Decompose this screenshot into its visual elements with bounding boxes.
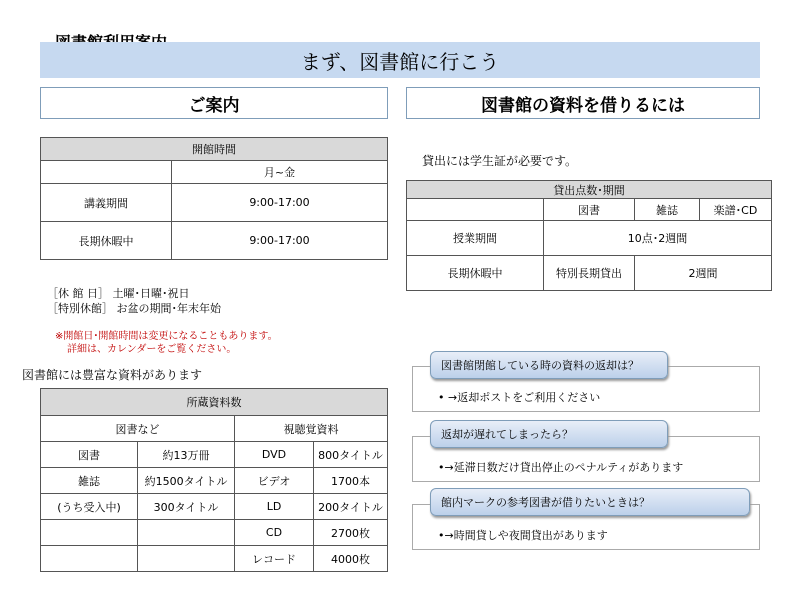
table-row (41, 468, 388, 494)
faq-question: 図書館閉館している時の資料の返却は？ (430, 351, 668, 379)
group-header: 視聴覚資料 (235, 416, 388, 442)
faq-answer: •→時間貸しや夜間貸出があります (438, 529, 608, 542)
collection-table (40, 388, 388, 572)
table-row (41, 520, 388, 546)
cell: 約1500タイトル (138, 468, 235, 494)
table-row (41, 546, 388, 572)
cell (41, 546, 138, 572)
cell: レコード (235, 546, 314, 572)
row-label: 講義期間 (41, 184, 172, 222)
faq-answer: • →返却ポストをご利用ください (438, 391, 601, 404)
page-banner: まず、図書館に行こう (40, 42, 760, 78)
cell: (うち受入中) (41, 494, 138, 520)
cell: 200タイトル (314, 494, 388, 520)
cell (138, 546, 235, 572)
table-row (41, 442, 388, 468)
faq-question: 返却が遅れてしまったら？ (430, 420, 668, 448)
row-label: 長期休暇中 (41, 222, 172, 260)
column-header: 月~金 (172, 161, 388, 184)
column-header: 楽譜･CD (700, 199, 772, 221)
group-header: 図書など (41, 416, 235, 442)
cell (41, 520, 138, 546)
materials-intro: 図書館には豊富な資料があります (22, 368, 203, 382)
row-label: 授業期間 (407, 221, 544, 256)
loan-limits-table (406, 180, 772, 291)
cell: ビデオ (235, 468, 314, 494)
column-header: 図書 (544, 199, 635, 221)
cell: 雑誌 (41, 468, 138, 494)
table-title: 貸出点数･期間 (407, 181, 772, 199)
cell (138, 520, 235, 546)
faq-answer: •→延滞日数だけ貸出停止のペナルティがあります (438, 461, 684, 474)
row-value: 9:00-17:00 (172, 184, 388, 222)
cell: 800タイトル (314, 442, 388, 468)
section-heading-borrowing: 図書館の資料を借りるには (406, 87, 760, 119)
table-title: 所蔵資料数 (41, 389, 388, 416)
row-sublabel: 特別長期貸出 (544, 256, 635, 291)
cell: LD (235, 494, 314, 520)
lending-note: 貸出には学生証が必要です。 (422, 154, 578, 168)
row-value: 9:00-17:00 (172, 222, 388, 260)
row-label: 長期休暇中 (407, 256, 544, 291)
cell: 図書 (41, 442, 138, 468)
faq-question: 館内マークの参考図書が借りたいときは？ (430, 488, 750, 516)
column-header: 雑誌 (635, 199, 700, 221)
closed-days (47, 286, 221, 316)
notice-line: ※開館日･開館時間は変更になることもあります。 (55, 331, 278, 342)
cell: DVD (235, 442, 314, 468)
notice-line: 詳細は、カレンダーをご覧ください。 (67, 344, 237, 355)
cell: 約13万冊 (138, 442, 235, 468)
cell: 2700枚 (314, 520, 388, 546)
cell: 300タイトル (138, 494, 235, 520)
table-row (407, 256, 772, 291)
cell: 1700本 (314, 468, 388, 494)
special-closure-line: ［特別休館］ お盆の期間･年末年始 (47, 302, 221, 315)
closed-days-line: ［休 館 日］ 土曜･日曜･祝日 (47, 287, 190, 300)
opening-hours-table (40, 137, 388, 260)
table-row (41, 494, 388, 520)
cell: CD (235, 520, 314, 546)
row-value: 10点･2週間 (544, 221, 772, 256)
cell: 4000枚 (314, 546, 388, 572)
row-value: 2週間 (635, 256, 772, 291)
table-row (407, 221, 772, 256)
table-title: 開館時間 (41, 138, 388, 161)
section-heading-guide: ご案内 (40, 87, 388, 119)
schedule-notice (55, 330, 278, 356)
